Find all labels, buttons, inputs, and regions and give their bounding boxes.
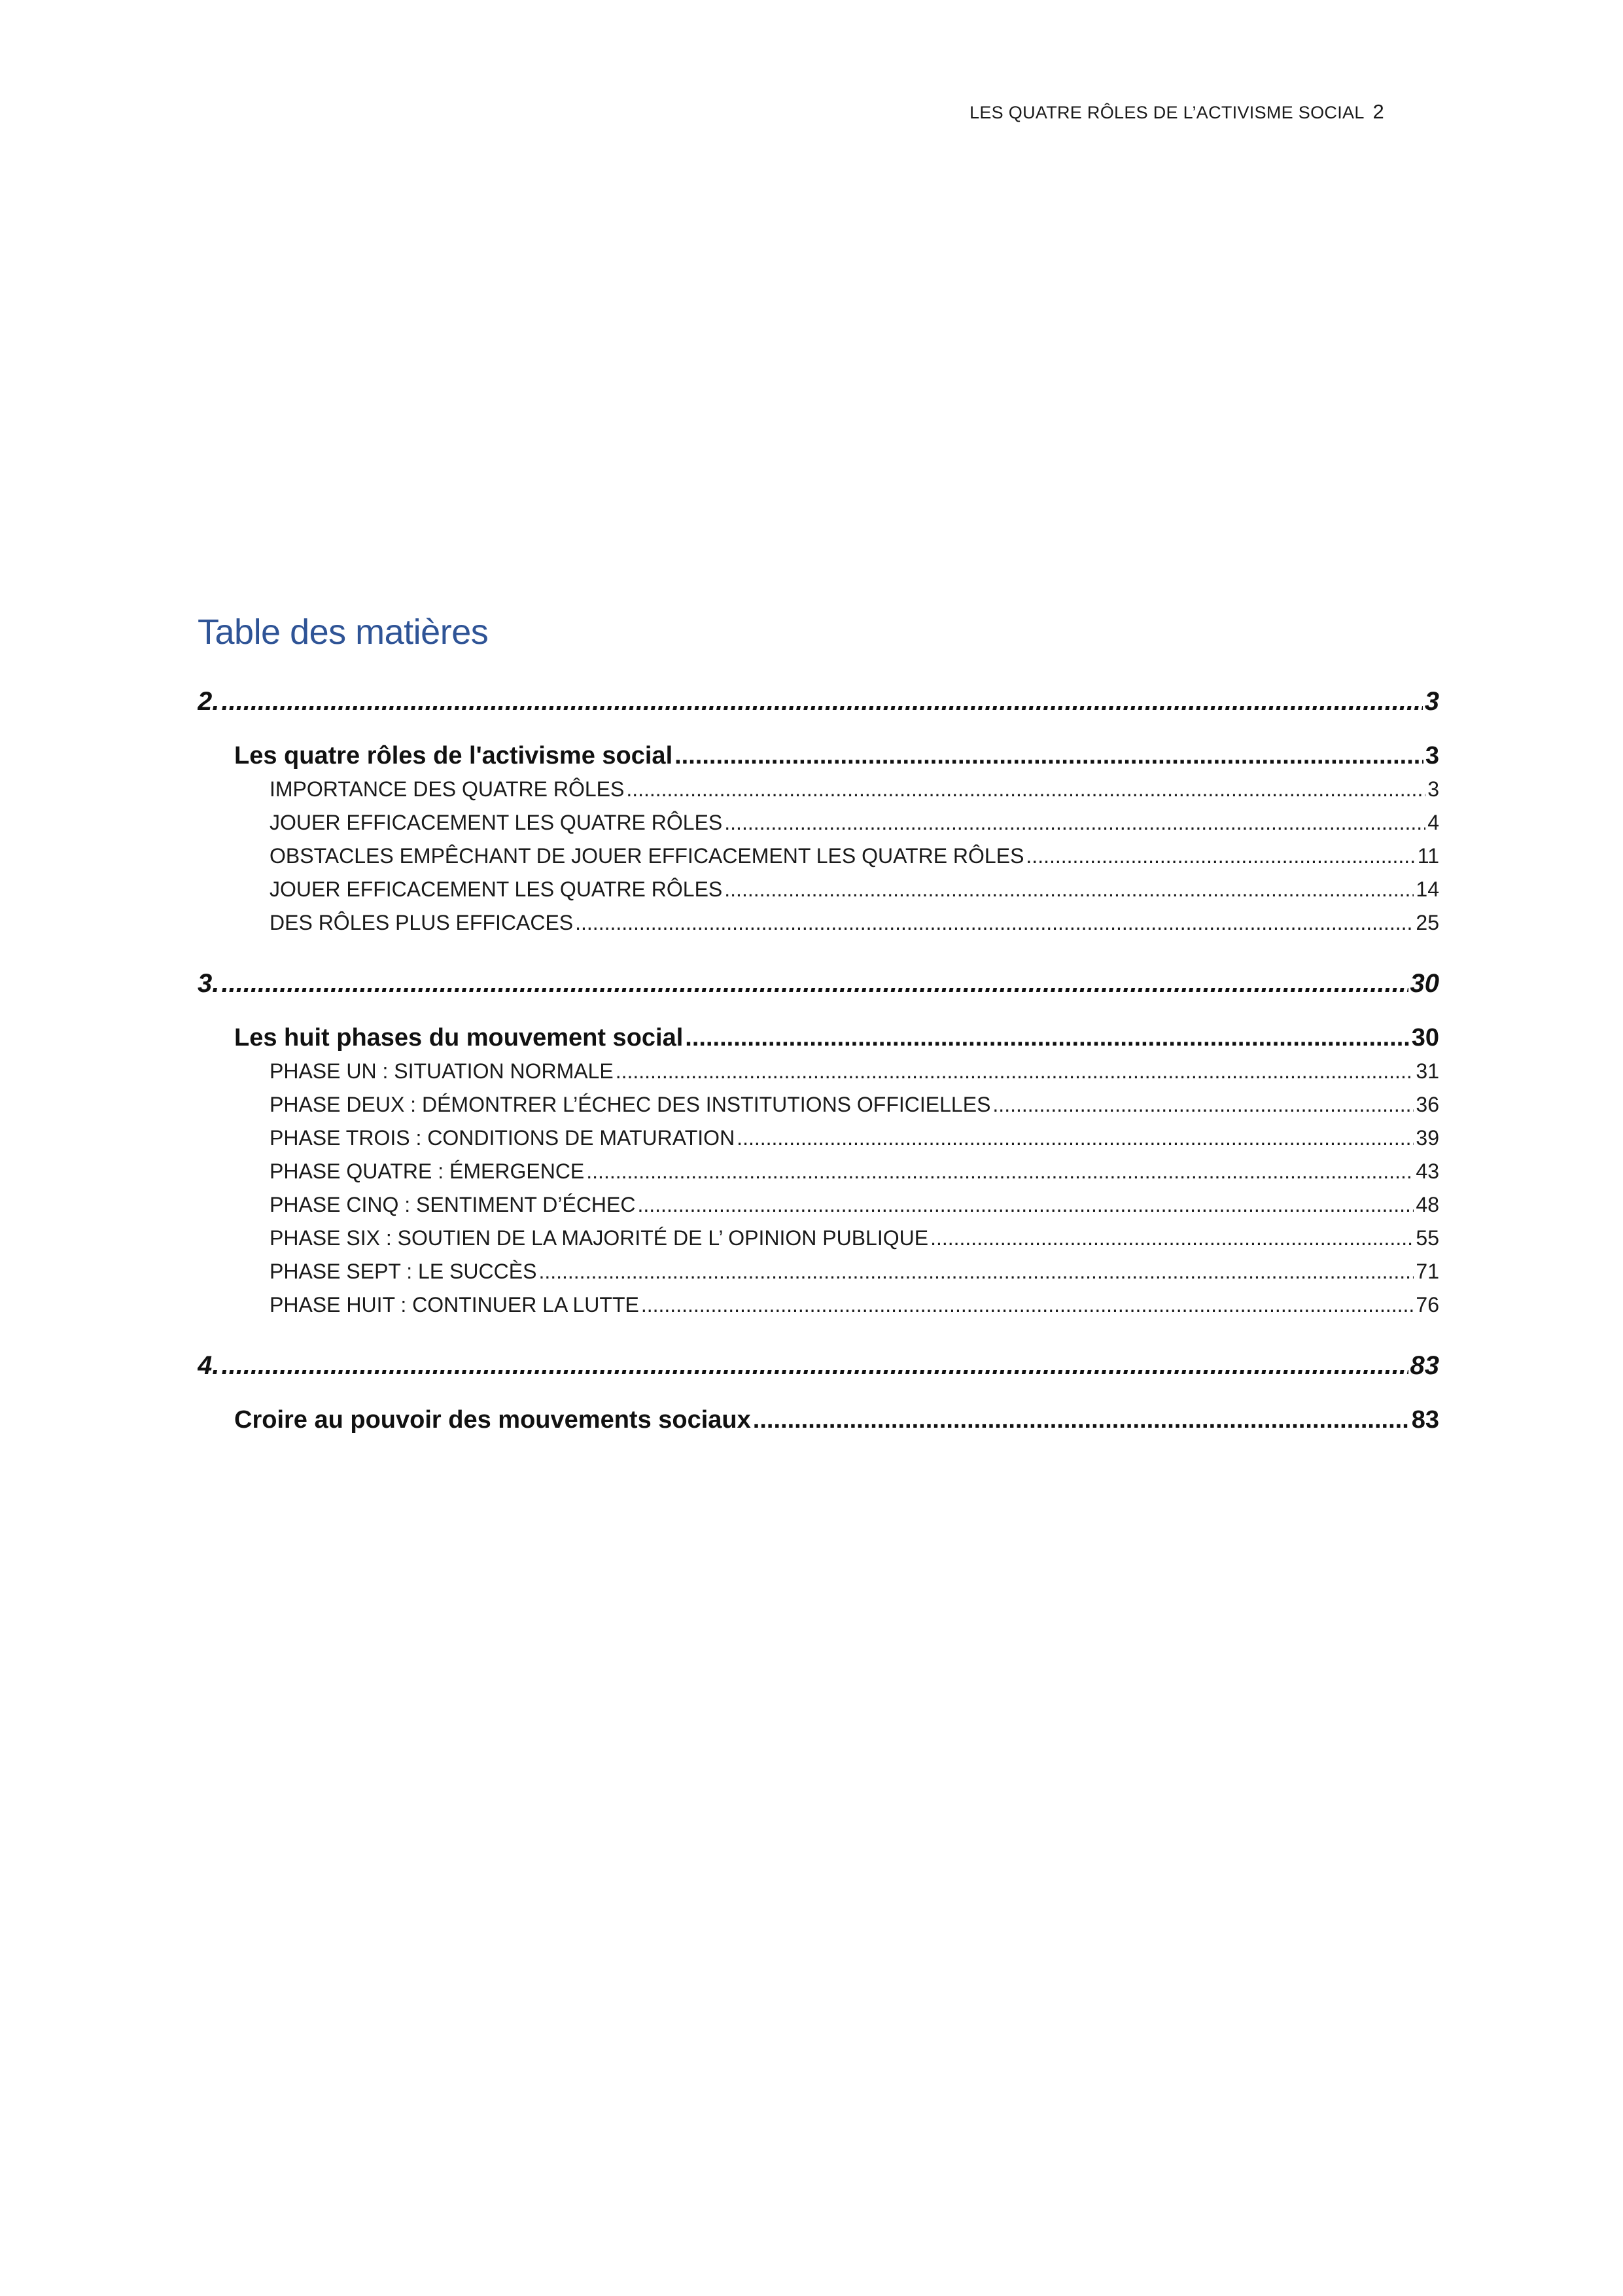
toc-item[interactable]: [198, 839, 1439, 873]
toc-item-page: 3: [1427, 777, 1439, 801]
toc-chapter-label: 4.: [198, 1351, 220, 1380]
toc-section-page: 30: [1411, 1024, 1439, 1051]
toc-item-label: DES RÔLES PLUS EFFICACES: [270, 911, 574, 934]
toc-section-label: Les quatre rôles de l'activisme social: [234, 742, 673, 769]
toc-item[interactable]: [198, 1255, 1439, 1288]
toc-chapter-2[interactable]: [198, 681, 1439, 722]
toc-section-croire-au-pouvoir[interactable]: [198, 1403, 1439, 1437]
toc-item[interactable]: [198, 806, 1439, 839]
dot-leader: [1026, 839, 1415, 873]
toc-item-label: PHASE QUATRE : ÉMERGENCE: [270, 1159, 585, 1183]
toc-item[interactable]: [198, 1088, 1439, 1122]
dot-leader: [586, 1155, 1414, 1188]
toc-section-label: Les huit phases du mouvement social: [234, 1024, 684, 1051]
toc-title: Table des matières: [198, 612, 489, 652]
toc-item-label: PHASE UN : SITUATION NORMALE: [270, 1059, 614, 1083]
dot-leader: [992, 1088, 1414, 1122]
toc-section-page: 3: [1425, 742, 1439, 769]
toc-item-label: OBSTACLES EMPÊCHANT DE JOUER EFFICACEMENT LES QUATRE RÔLES: [270, 844, 1024, 868]
toc-item[interactable]: [198, 1155, 1439, 1188]
dot-leader: [575, 906, 1414, 940]
dot-leader: [753, 1403, 1410, 1437]
toc-item-label: JOUER EFFICACEMENT LES QUATRE RÔLES: [270, 811, 723, 834]
toc-item[interactable]: [198, 1188, 1439, 1222]
toc-item[interactable]: [198, 1222, 1439, 1255]
toc-item-page: 48: [1416, 1193, 1439, 1216]
toc-item[interactable]: [198, 773, 1439, 806]
running-header-title: LES QUATRE RÔLES DE L’ACTIVISME SOCIAL: [969, 103, 1364, 122]
toc-item[interactable]: [198, 1122, 1439, 1155]
toc-item-label: IMPORTANCE DES QUATRE RÔLES: [270, 777, 625, 801]
toc-chapter-page: 83: [1410, 1351, 1439, 1380]
running-header-page-number: 2: [1372, 100, 1384, 123]
dot-leader: [685, 1021, 1409, 1055]
toc-section-label: Croire au pouvoir des mouvements sociaux: [234, 1406, 751, 1434]
dot-leader: [641, 1288, 1414, 1322]
toc-item-page: 11: [1417, 844, 1439, 868]
dot-leader: [616, 1055, 1414, 1088]
toc-item-label: PHASE HUIT : CONTINUER LA LUTTE: [270, 1293, 639, 1316]
toc-section-page: 83: [1411, 1406, 1439, 1434]
toc-item[interactable]: [198, 1055, 1439, 1088]
toc-item-page: 39: [1416, 1126, 1439, 1150]
dot-leader: [737, 1122, 1414, 1155]
dot-leader: [724, 806, 1425, 839]
toc-item-page: 55: [1416, 1226, 1439, 1250]
dot-leader: [637, 1188, 1414, 1222]
dot-leader: [930, 1222, 1414, 1255]
toc-item-label: PHASE DEUX : DÉMONTRER L’ÉCHEC DES INSTITUTIONS OFFICIELLES: [270, 1093, 991, 1116]
toc-item-page: 4: [1427, 811, 1439, 834]
toc-item[interactable]: [198, 906, 1439, 940]
toc-item-label: PHASE SIX : SOUTIEN DE LA MAJORITÉ DE L’ OPINION PUBLIQUE: [270, 1226, 929, 1250]
dot-leader: [221, 681, 1422, 722]
toc-chapter-page: 3: [1424, 687, 1439, 716]
toc-chapter-page: 30: [1410, 969, 1439, 998]
table-of-contents: [198, 681, 1439, 1437]
toc-chapter-3[interactable]: [198, 963, 1439, 1004]
toc-chapter-4[interactable]: [198, 1345, 1439, 1386]
toc-section-huit-phases[interactable]: [198, 1021, 1439, 1055]
toc-item-page: 25: [1416, 911, 1439, 934]
dot-leader: [724, 873, 1414, 906]
toc-item-label: PHASE TROIS : CONDITIONS DE MATURATION: [270, 1126, 735, 1150]
toc-item-page: 43: [1416, 1159, 1439, 1183]
toc-item[interactable]: [198, 1288, 1439, 1322]
dot-leader: [626, 773, 1425, 806]
toc-item-page: 71: [1416, 1260, 1439, 1283]
toc-item-label: PHASE CINQ : SENTIMENT D’ÉCHEC: [270, 1193, 636, 1216]
dot-leader: [221, 963, 1408, 1004]
toc-section-quatre-roles[interactable]: [198, 739, 1439, 773]
toc-item-page: 36: [1416, 1093, 1439, 1116]
running-header: [969, 100, 1384, 124]
toc-item-page: 14: [1416, 877, 1439, 901]
toc-item-page: 31: [1416, 1059, 1439, 1083]
toc-item-label: JOUER EFFICACEMENT LES QUATRE RÔLES: [270, 877, 723, 901]
toc-item-label: PHASE SEPT : LE SUCCÈS: [270, 1260, 537, 1283]
toc-item-page: 76: [1416, 1293, 1439, 1316]
dot-leader: [538, 1255, 1414, 1288]
toc-item[interactable]: [198, 873, 1439, 906]
toc-chapter-label: 2.: [198, 687, 220, 716]
dot-leader: [674, 739, 1423, 773]
dot-leader: [221, 1345, 1408, 1386]
toc-chapter-label: 3.: [198, 969, 220, 998]
